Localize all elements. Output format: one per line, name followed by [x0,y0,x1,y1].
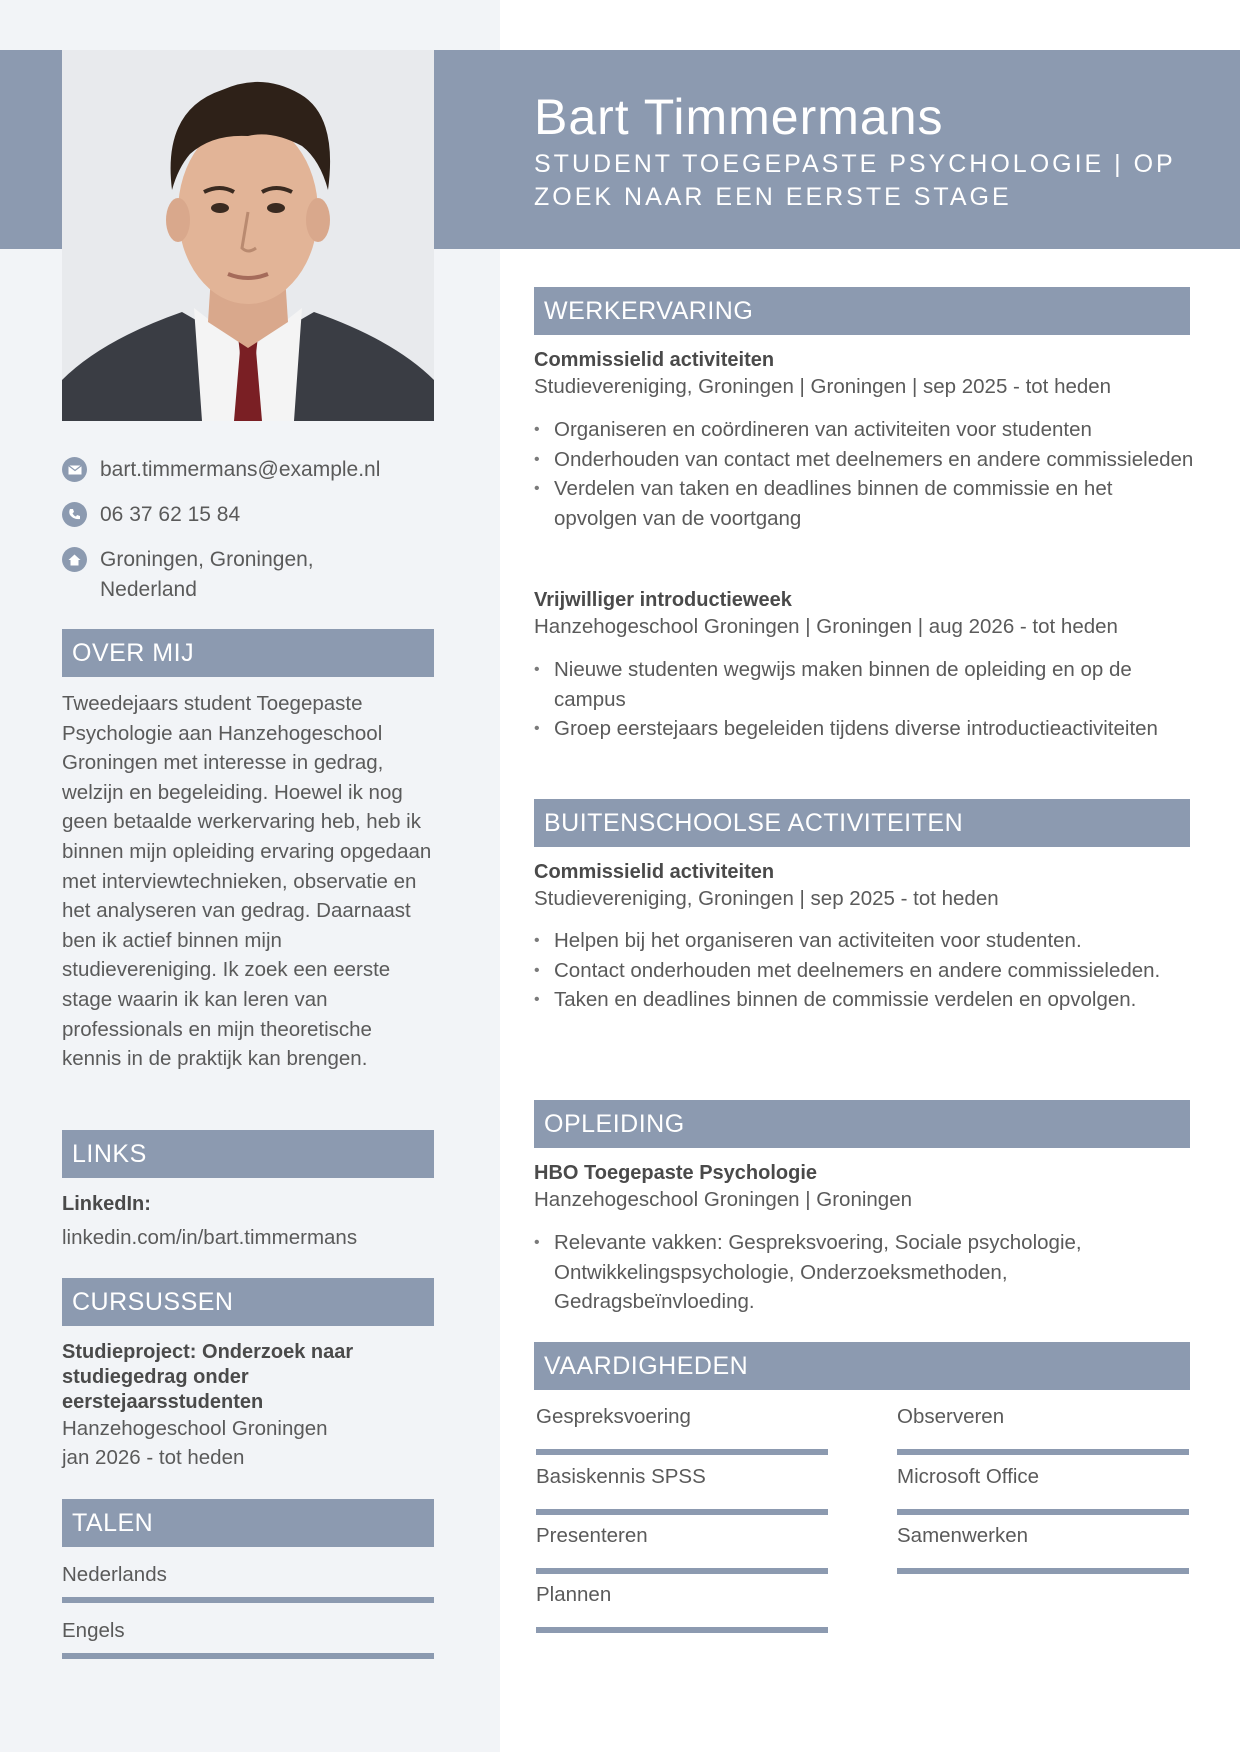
skill-name: Plannen [536,1583,612,1606]
location-text [100,545,314,605]
skill-name: Gespreksvoering [536,1405,691,1428]
home-icon [62,547,87,572]
activity-title: Commissielid activiteiten [534,861,775,883]
contact-email [62,455,434,485]
work-heading: WERKERVARING [534,287,1190,335]
education-subtitle: Hanzehogeschool Groningen | Groningen [534,1188,912,1211]
job-title: Commissielid activiteiten [534,349,775,371]
skill-item [897,1403,1189,1455]
bullet-item: • Nieuwe studenten wegwijs maken binnen de opleiding en op de campus [534,655,1194,714]
skill-item [897,1522,1189,1574]
skill-name: Microsoft Office [897,1465,1040,1488]
course-title: Studieproject: Onderzoek naar studiegedrag onder eerstejaarsstudenten [62,1341,354,1413]
job-bullets [534,655,1194,744]
contact-location [62,545,434,605]
language-item: Engels [62,1619,125,1642]
activity-bullets [534,926,1194,1015]
about-text: Tweedejaars student Toegepaste Psychologie aan Hanzehogeschool Groningen met interesse in gedrag, welzijn en begeleiding. Hoewel ik nog geen betaalde werkervaring heb, heb ik binnen mijn opleiding ervaring opgedaan met interviewtechnieken, observatie en het analyseren van gedrag. Daarnaast ben ik actief binnen mijn studievereniging. Ik zoek een eerste stage waarin ik kan leren van professionals en mijn theoretische kennis in de praktijk kan brengen. [62,692,432,1071]
phone-text[interactable]: 06 37 62 15 84 [100,503,241,526]
skills-heading: VAARDIGHEDEN [534,1342,1190,1390]
skill-item [536,1581,828,1633]
bullet-item: • Relevante vakken: Gespreksvoering, Sociale psychologie, Ontwikkelingspsychologie, Onderzoeksmethoden, Gedragsbeïnvloeding. [534,1228,1194,1317]
activity-subtitle: Studievereniging, Groningen | sep 2025 - tot heden [534,887,999,910]
email-text[interactable]: bart.timmermans@example.nl [100,458,381,481]
location-line-1: Groningen, Groningen, [100,548,314,571]
skill-item [897,1463,1189,1515]
skill-name: Presenteren [536,1524,648,1547]
skill-name: Samenwerken [897,1524,1029,1547]
skill-name: Basiskennis SPSS [536,1465,706,1488]
languages-heading: TALEN [62,1499,434,1547]
skill-item [536,1522,828,1574]
candidate-name: Bart Timmermans [534,89,944,145]
job-subtitle: Studievereniging, Groningen | Groningen | sep 2025 - tot heden [534,375,1112,398]
language-level-bar [62,1597,434,1603]
bullet-item: • Verdelen van taken en deadlines binnen de commissie en het opvolgen van de voortgang [534,474,1194,533]
location-line-2: Nederland [100,578,197,601]
bullet-item: • Onderhouden van contact met deelnemers en andere commissieleden [534,445,1194,475]
profile-photo [62,50,434,421]
skill-level-bar [897,1509,1189,1515]
course-period: jan 2026 - tot heden [62,1446,245,1469]
job-title: Vrijwilliger introductieweek [534,589,792,611]
skill-level-bar [536,1509,828,1515]
skill-level-bar [536,1627,828,1633]
candidate-headline: STUDENT TOEGEPASTE PSYCHOLOGIE | OP ZOEK NAAR EEN EERSTE STAGE [534,150,1176,211]
linkedin-label: LinkedIn: [62,1193,151,1215]
skill-item [536,1463,828,1515]
skill-level-bar [897,1449,1189,1455]
about-heading: OVER MIJ [62,629,434,677]
contact-phone [62,500,434,530]
education-heading: OPLEIDING [534,1100,1190,1148]
courses-heading: CURSUSSEN [62,1278,434,1326]
skill-level-bar [536,1568,828,1574]
skill-name: Observeren [897,1405,1005,1428]
language-level-bar [62,1653,434,1659]
bullet-item: • Contact onderhouden met deelnemers en andere commissieleden. [534,956,1194,986]
skill-level-bar [536,1449,828,1455]
language-item: Nederlands [62,1563,167,1586]
job-bullets [534,415,1194,533]
phone-icon [62,502,87,527]
skill-item [536,1403,828,1455]
education-title: HBO Toegepaste Psychologie [534,1162,818,1184]
bullet-item: • Helpen bij het organiseren van activiteiten voor studenten. [534,926,1194,956]
bullet-item: • Groep eerstejaars begeleiden tijdens diverse introductieactiviteiten [534,714,1194,744]
extracurricular-heading: BUITENSCHOOLSE ACTIVITEITEN [534,799,1190,847]
linkedin-link[interactable]: linkedin.com/in/bart.timmermans [62,1226,358,1249]
mail-icon [62,457,87,482]
skill-level-bar [897,1568,1189,1574]
education-bullets [534,1228,1194,1317]
bullet-item: • Organiseren en coördineren van activiteiten voor studenten [534,415,1194,445]
links-heading: LINKS [62,1130,434,1178]
course-institution: Hanzehogeschool Groningen [62,1417,328,1440]
bullet-item: • Taken en deadlines binnen de commissie verdelen en opvolgen. [534,985,1194,1015]
job-subtitle: Hanzehogeschool Groningen | Groningen | aug 2026 - tot heden [534,615,1118,638]
